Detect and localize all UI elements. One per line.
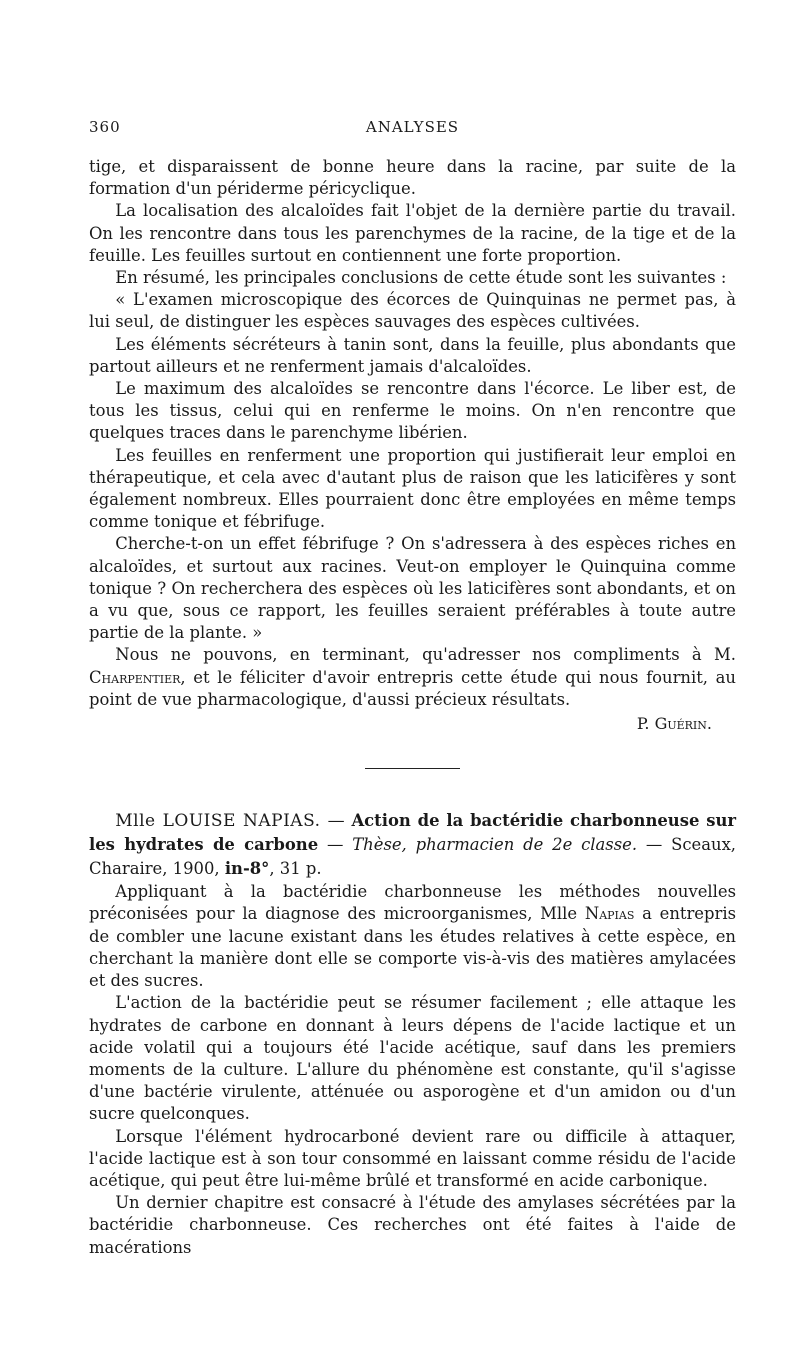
review-heading <box>89 809 736 881</box>
paragraph-text: a entrepris de combler une lacune existant dans les études relatives à cette espèce, en cherchant la manière dont elle se comporte vis-à-vis des matières amylacées et des sucres. <box>89 904 736 991</box>
paragraph: Les éléments sécréteurs à tanin sont, dans la feuille, plus abondants que partout ailleurs et ne renferment jamais d'alcaloïdes. <box>89 334 736 376</box>
signature: P. Guérin. <box>636 714 712 734</box>
paragraph: Cherche-t-on un effet fébrifuge ? On s'adressera à des espèces riches en alcaloïdes, et surtout aux racines. Veut-on employer le Quinquina comme tonique ? On recherchera des espèces où les laticifères sont abondants, et on a vu que, sous ce rapport, les feuilles seraient préférables à toute autre partie de la plante. » <box>89 534 736 643</box>
review-format: in-8° <box>224 859 270 879</box>
paragraph: Un dernier chapitre est consacré à l'étude des amylases sécrétées par la bactéridie charbonneuse. Ces recherches ont été faites à l'aide de macérations <box>89 1193 736 1257</box>
closing-text: , et le féliciter d'avoir entrepris cette étude qui nous fournit, au point de vue pharmacologique, d'aussi précieux résultats. <box>89 667 736 709</box>
paragraph: Les feuilles en renferment une proportion qui justifierait leur emploi en thérapeutique, et cela avec d'autant plus de raison que les laticifères y sont également nombreux. Elles pourraient donc être employées en même temps comme tonique et fébrifuge. <box>89 445 736 532</box>
paragraph: Lorsque l'élément hydrocarboné devient rare ou difficile à attaquer, l'acide lactique est à son tour consommé en laissant comme résidu de l'acide acétique, qui peut être lui-même brûlé et transformé en acide carbonique. <box>89 1126 736 1190</box>
paragraph: Le maximum des alcaloïdes se rencontre dans l'écorce. Le liber est, de tous les tissus, celui qui en renferme le moins. On n'en rencontre que quelques traces dans le parenchyme libérien. <box>89 379 736 443</box>
paragraph: La localisation des alcaloïdes fait l'objet de la dernière partie du travail. On les rencontre dans tous les parenchymes de la racine, de la tige et de la feuille. Les feuilles surtout en contiennent une forte proportion. <box>89 201 736 265</box>
review-thesis: Thèse, pharmacien de 2e classe. <box>352 835 638 855</box>
review-pages: , 31 p. <box>269 859 322 879</box>
paragraph-text: Appliquant à la bactéridie charbonneuse les méthodes nouvelles préconisées pour la diagnose des microorganismes, Mlle <box>89 882 736 924</box>
paragraph <box>89 881 736 992</box>
paragraph: En résumé, les principales conclusions de cette étude sont les suivantes : <box>115 268 727 288</box>
review-title: Action de la bactéridie charbonneuse sur les hydrates de carbone <box>89 811 737 855</box>
paragraph: tige, et disparaissent de bonne heure dans la racine, par suite de la formation d'un périderme péricyclique. <box>89 157 736 199</box>
closing-text: Nous ne pouvons, en terminant, qu'adresser nos compliments à M. <box>115 645 736 665</box>
page-header <box>89 118 736 142</box>
closing-paragraph <box>89 644 736 711</box>
running-title: ANALYSES <box>365 118 460 136</box>
review-publication: — Sceaux, Charaire, 1900, <box>89 835 737 879</box>
review-author: Mlle LOUISE NAPIAS. — <box>115 811 346 832</box>
author-name: Napias <box>584 904 635 924</box>
text-body <box>89 156 736 1259</box>
author-name: Charpentier <box>89 667 181 687</box>
paragraph: L'action de la bactéridie peut se résumer facilement ; elle attaque les hydrates de carbone en donnant à leurs dépens de l'acide lactique et un acide volatil qui a toujours été l'acide acétique, sauf dans les premiers moments de la culture. L'allure du phénomène est constante, qu'il s'agisse d'une bactérie virulente, atténuée ou asporogène et d'un amidon ou d'un sucre quelconques. <box>89 993 736 1124</box>
review-dash: — <box>318 835 353 855</box>
paragraph: « L'examen microscopique des écorces de Quinquinas ne permet pas, à lui seul, de distinguer les espèces sauvages des espèces cultivées. <box>89 290 736 332</box>
section-divider <box>365 768 460 769</box>
page-number: 360 <box>89 118 121 136</box>
